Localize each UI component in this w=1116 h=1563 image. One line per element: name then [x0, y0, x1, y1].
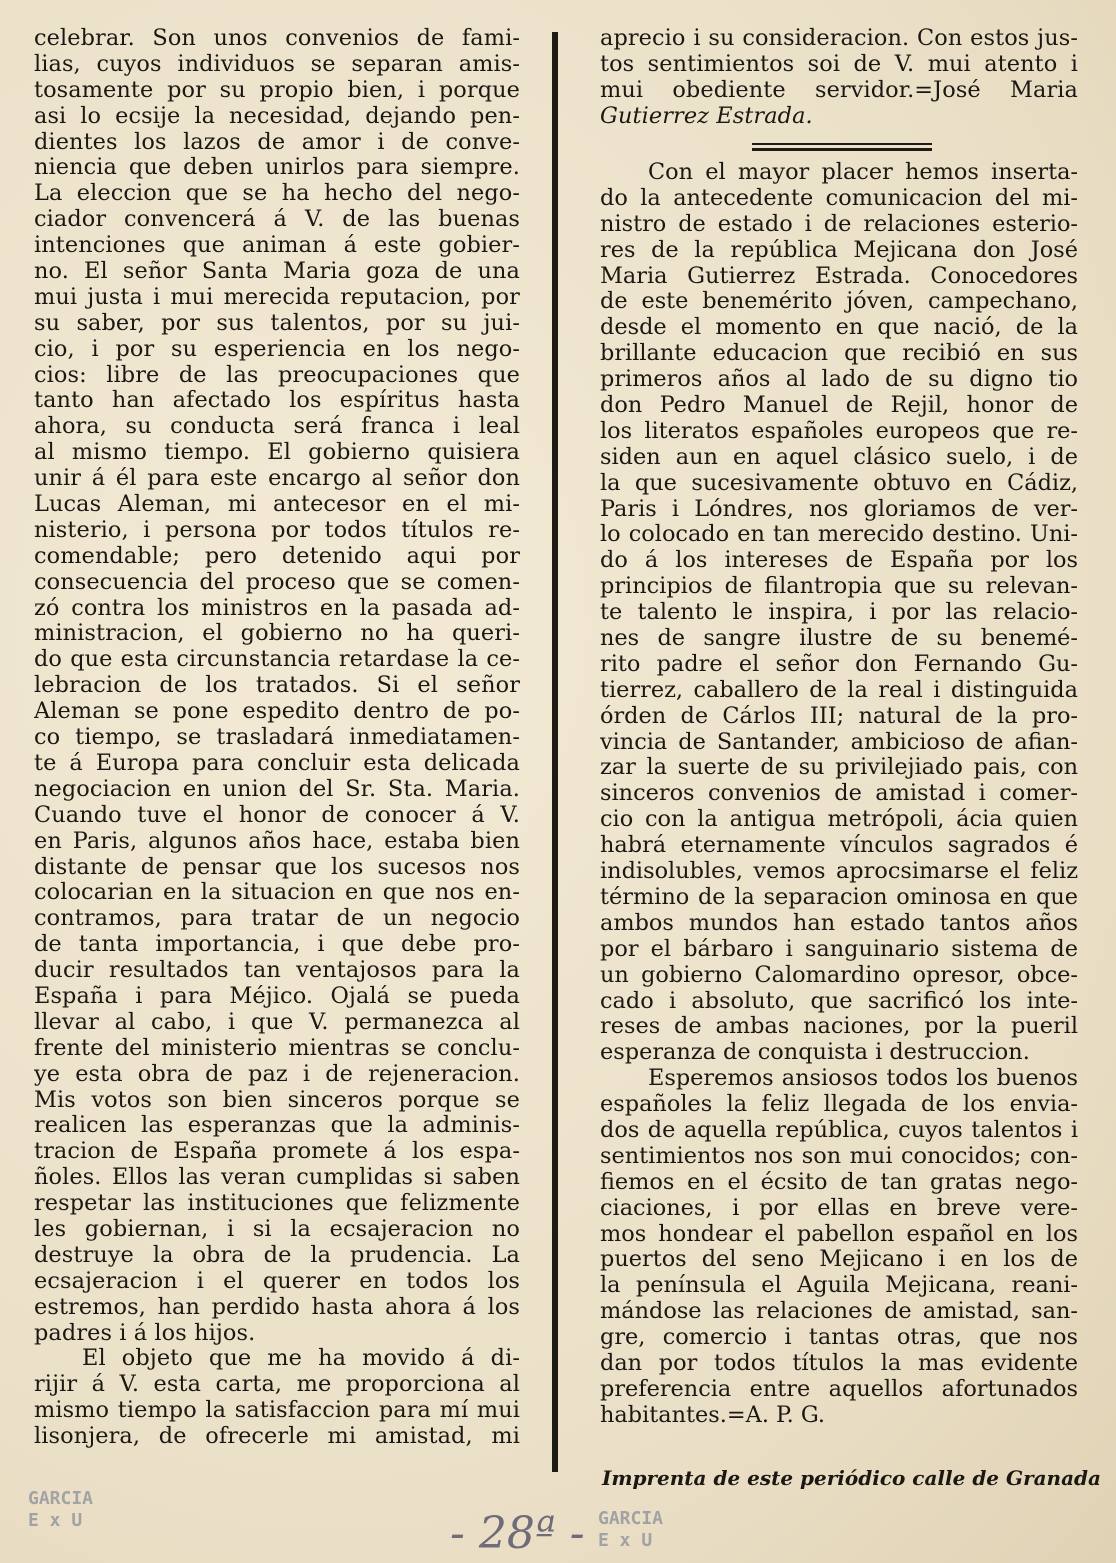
text-line: al mismo tiempo. El gobierno quisiera — [34, 440, 520, 466]
text-line: ciador convencerá á V. de las buenas — [34, 207, 520, 233]
text-line: por el bárbaro i sanguinario sistema de — [600, 936, 1078, 962]
imprint-line: Imprenta de este periódico calle de Granada — [602, 1466, 1102, 1490]
text-line: tierrez, caballero de la real i distinguida — [600, 677, 1078, 703]
text-line: dientes los lazos de amor i de conve- — [34, 129, 520, 155]
text-line: ye esta obra de paz i de rejeneracion. — [34, 1061, 520, 1087]
text-line: lisonjera, de ofrecerle mi amistad, mi — [34, 1424, 520, 1450]
text-line: realicen las esperanzas que la adminis- — [34, 1113, 520, 1139]
text-line: nes de sangre ilustre de su benemé- — [600, 626, 1078, 652]
text-line: ministracion, el gobierno no ha queri- — [34, 621, 520, 647]
text-line: su saber, por sus talentos, por su jui- — [34, 310, 520, 336]
text-line: la península el Aguila Mejicana, reani- — [600, 1273, 1078, 1299]
text-line: desde el momento en que nació, de la — [600, 315, 1078, 341]
text-line: España i para Méjico. Ojalá se pueda — [34, 983, 520, 1009]
text-line: nistro de estado i de relaciones esterio- — [600, 211, 1078, 237]
text-line: respetar las instituciones que felizmente — [34, 1191, 520, 1217]
text-line: res de la república Mejicana don José — [600, 237, 1078, 263]
text-line: tosamente por su propio bien, i porque — [34, 77, 520, 103]
text-line: de este benemérito jóven, campechano, — [600, 289, 1078, 315]
text-line: La eleccion que se ha hecho del nego- — [34, 181, 520, 207]
text-line: te talento le inspira, i por las relacio- — [600, 600, 1078, 626]
text-line: Maria Gutierrez Estrada. Conocedores — [600, 263, 1078, 289]
text-line: estremos, han perdido hasta ahora á los — [34, 1294, 520, 1320]
text-line: negociacion en union del Sr. Sta. Maria. — [34, 776, 520, 802]
left-column — [34, 26, 520, 1450]
text-line: ahora, su conducta será franca i leal — [34, 414, 520, 440]
text-line: mándose las relaciones de amistad, san- — [600, 1299, 1078, 1325]
text-line: asi lo ecsije la necesidad, dejando pen- — [34, 103, 520, 129]
text-line: reses de ambas naciones, por la pueril — [600, 1014, 1078, 1040]
text-line: cio, i por su esperiencia en los nego- — [34, 336, 520, 362]
text-line: término de la separacion ominosa en que — [600, 884, 1078, 910]
text-line: Paris i Lóndres, nos gloriamos de ver- — [600, 496, 1078, 522]
text-line: do á los intereses de España por los — [600, 548, 1078, 574]
text-line: ducir resultados tan ventajosos para la — [34, 958, 520, 984]
column-divider — [552, 32, 558, 1472]
text-line: órden de Cárlos III; natural de la pro- — [600, 703, 1078, 729]
stamp-right-line1: GARCIA — [598, 1508, 664, 1529]
text-line: dos de aquella república, cuyos talentos i — [600, 1117, 1078, 1143]
text-line: en Paris, algunos años hace, estaba bien — [34, 828, 520, 854]
right-column-body — [600, 160, 1078, 1429]
text-line: españoles la feliz llegada de los envia- — [600, 1092, 1078, 1118]
text-line: intenciones que animan á este gobier- — [34, 233, 520, 259]
text-line: cios: libre de las preocupaciones que — [34, 362, 520, 388]
text-line: cio con la antigua metrópoli, ácia quien — [600, 807, 1078, 833]
text-line: aprecio i su consideracion. Con estos jus- — [600, 26, 1078, 51]
signature-rule — [752, 143, 932, 151]
text-line: siden aun en aquel clásico suelo, i de — [600, 444, 1078, 470]
text-line: lebracion de los tratados. Si el señor — [34, 673, 520, 699]
text-line: Lucas Aleman, mi antecesor en el mi- — [34, 492, 520, 518]
text-line: un gobierno Calomardino opresor, obce- — [600, 962, 1078, 988]
text-line: sentimientos nos son mui conocidos; con- — [600, 1143, 1078, 1169]
text-line: puertos del seno Mejicano i en los de — [600, 1247, 1078, 1273]
stamp-right-line2: E x U — [598, 1530, 653, 1551]
text-line: zar la suerte de su privilejiado pais, con — [600, 755, 1078, 781]
text-line: padres i á los hijos. — [34, 1320, 256, 1346]
text-line: llevar al cabo, i que V. permanezca al — [34, 1009, 520, 1035]
text-line: comendable; pero detenido aqui por — [34, 543, 520, 569]
text-line: habitantes.=A. P. G. — [600, 1402, 826, 1428]
text-line: lo colocado en tan merecido destino. Uni- — [600, 522, 1078, 548]
text-line: consecuencia del proceso que se comen- — [34, 569, 520, 595]
text-line: do la antecedente comunicacion del mi- — [600, 185, 1078, 211]
stamp-left-line2: E x U — [28, 1510, 83, 1531]
text-line: rijir á V. esta carta, me proporciona al — [34, 1372, 520, 1398]
text-line: Aleman se pone espedito dentro de po- — [34, 699, 520, 725]
text-line: Mis votos son bien sinceros porque se — [34, 1087, 520, 1113]
text-line: los literatos españoles europeos que re- — [600, 418, 1078, 444]
text-line: tanto han afectado los espíritus hasta — [34, 388, 520, 414]
text-line: Gutierrez Estrada. — [600, 103, 813, 129]
text-line: cado i absoluto, que sacrificó los inte- — [600, 988, 1078, 1014]
text-line: niencia que deben unirlos para siempre. — [34, 155, 520, 181]
text-line: Esperemos ansiosos todos los buenos — [648, 1066, 1078, 1092]
text-line: tracion de España promete á los espa- — [34, 1139, 520, 1165]
text-line: frente del ministerio mientras se conclu- — [34, 1035, 520, 1061]
text-line: primeros años al lado de su digno tio — [600, 367, 1078, 393]
text-line: les gobiernan, i si la ecsajeracion no — [34, 1216, 520, 1242]
text-line: fiemos en el écsito de tan gratas nego- — [600, 1169, 1078, 1195]
text-line: mui obediente servidor.=José Maria — [600, 77, 1078, 103]
text-line: brillante educacion que recibió en sus — [600, 341, 1078, 367]
right-column-top — [600, 26, 1078, 130]
text-line: do que esta circunstancia retardase la ce- — [34, 647, 520, 673]
text-line: colocarian en la situacion en que nos en- — [34, 880, 520, 906]
library-stamp-right — [598, 1508, 663, 1552]
text-line: unir á él para este encargo al señor don — [34, 466, 520, 492]
text-line: Cuando tuve el honor de conocer á V. — [34, 802, 520, 828]
text-line: Con el mayor placer hemos inserta- — [648, 160, 1078, 185]
text-line: celebrar. Son unos convenios de fami- — [34, 26, 520, 51]
text-line: rito padre el señor don Fernando Gu- — [600, 651, 1078, 677]
text-line: co tiempo, se trasladará inmediatamen- — [34, 725, 520, 751]
text-line: gre, comercio i tantas otras, que nos — [600, 1325, 1078, 1351]
text-line: ñoles. Ellos las veran cumplidas si saben — [34, 1165, 520, 1191]
text-line: dan por todos títulos la mas evidente — [600, 1350, 1078, 1376]
text-line: El objeto que me ha movido á di- — [82, 1346, 520, 1372]
text-line: mismo tiempo la satisfaccion para mí mui — [34, 1398, 520, 1424]
text-line: mos hondear el pabellon español en los — [600, 1221, 1078, 1247]
text-line: mui justa i mui merecida reputacion, por — [34, 284, 520, 310]
text-line: de tanta importancia, i que debe pro- — [34, 932, 520, 958]
folio-number: - 28ª - — [450, 1508, 585, 1559]
text-line: don Pedro Manuel de Rejil, honor de — [600, 393, 1078, 419]
text-line: te á Europa para concluir esta delicada — [34, 750, 520, 776]
text-line: principios de filantropia que su relevan- — [600, 574, 1078, 600]
text-line: ambos mundos han estado tantos años — [600, 910, 1078, 936]
text-line: contramos, para tratar de un negocio — [34, 906, 520, 932]
text-line: destruye la obra de la prudencia. La — [34, 1242, 520, 1268]
text-line: sinceros convenios de amistad i comer- — [600, 781, 1078, 807]
text-line: zó contra los ministros en la pasada ad- — [34, 595, 520, 621]
text-line: vincia de Santander, ambicioso de afian- — [600, 729, 1078, 755]
text-line: tos sentimientos soi de V. mui atento i — [600, 51, 1078, 77]
text-line: ciaciones, i por ellas en breve vere- — [600, 1195, 1078, 1221]
stamp-left-line1: GARCIA — [28, 1488, 94, 1509]
text-line: la que sucesivamente obtuvo en Cádiz, — [600, 470, 1078, 496]
text-line: distante de pensar que los sucesos nos — [34, 854, 520, 880]
text-line: habrá eternamente vínculos sagrados é — [600, 833, 1078, 859]
text-line: ecsajeracion i el querer en todos los — [34, 1268, 520, 1294]
text-line: nisterio, i persona por todos títulos re- — [34, 517, 520, 543]
text-line: indisolubles, vemos aprocsimarse el feliz — [600, 859, 1078, 885]
text-line: no. El señor Santa Maria goza de una — [34, 259, 520, 285]
library-stamp-left — [28, 1488, 93, 1532]
text-line: lias, cuyos individuos se separan amis- — [34, 51, 520, 77]
text-line: preferencia entre aquellos afortunados — [600, 1376, 1078, 1402]
text-line: esperanza de conquista i destruccion. — [600, 1040, 1030, 1066]
